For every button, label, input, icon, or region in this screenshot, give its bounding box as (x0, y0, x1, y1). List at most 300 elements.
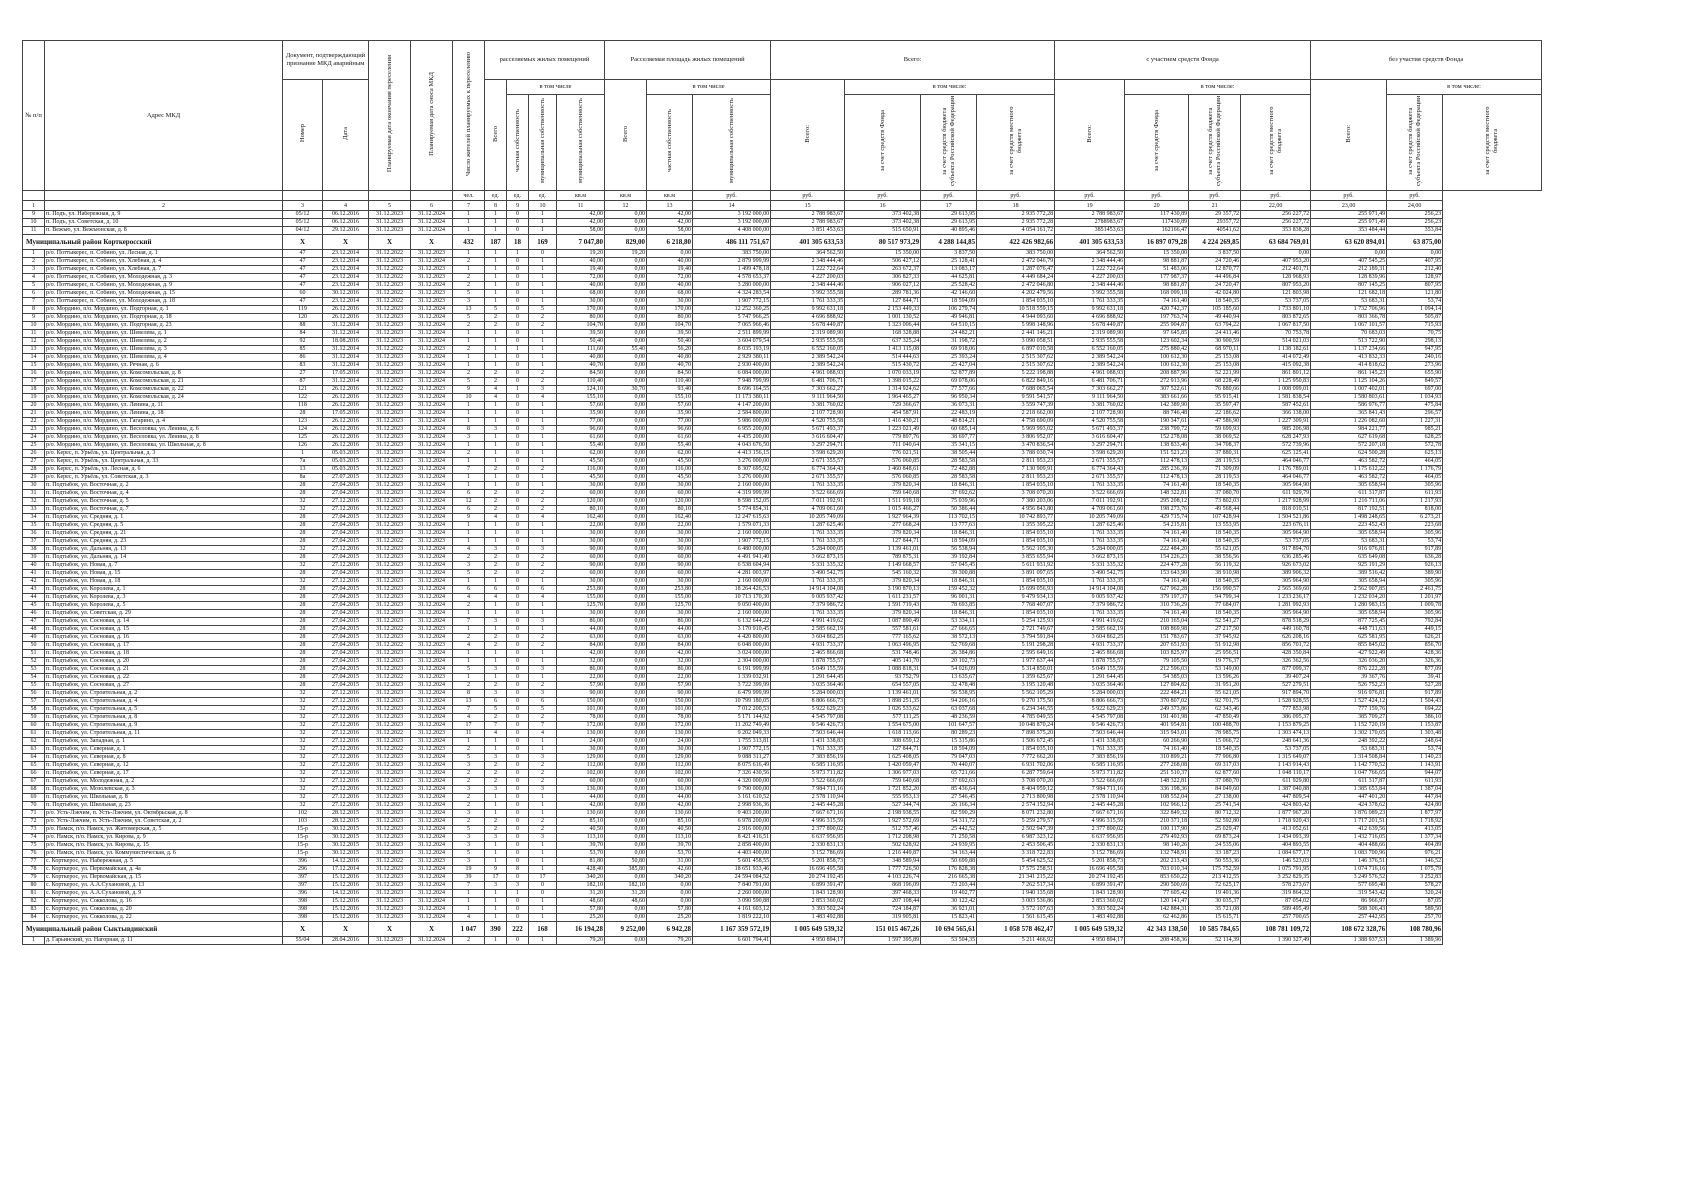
table-cell: 1 008 099,01 (1241, 386, 1311, 394)
table-cell: 3 280 000,00 (693, 282, 771, 290)
table-cell: 9 111 964,50 (1055, 394, 1125, 402)
table-cell: 36 921,01 (921, 906, 977, 914)
table-cell: 31.12.2023 (411, 386, 453, 394)
table-cell: 385 709,27 (1311, 714, 1387, 722)
table-cell: 3 192 000,00 (693, 219, 771, 227)
table-cell: 54 215,81 (1125, 522, 1189, 530)
table-row (23, 458, 1542, 466)
table-cell: 37 080,70 (1189, 490, 1241, 498)
table-cell: 8 307 695,92 (693, 466, 771, 474)
table-cell: 413,05 (1387, 826, 1443, 834)
address-cell: п. Подтыбок, ул. Сосновая, д. 17 (45, 642, 283, 650)
table-cell: 4 (485, 394, 507, 402)
table-cell: 80,10 (647, 506, 693, 514)
address-cell: п. Подтыбок, ул. Строительная, д. 9 (45, 722, 283, 730)
table-cell: 0 (507, 554, 529, 562)
table-cell: 2 671 355,57 (1055, 474, 1125, 482)
table-cell: 4 161 603,12 (693, 906, 771, 914)
table-cell: 126 (283, 442, 323, 450)
table-cell: 1 (453, 610, 485, 618)
table-cell: 2 (529, 554, 557, 562)
table-cell: 40,00 (557, 258, 605, 266)
table-cell: 4 (485, 386, 507, 394)
table-cell: 223,68 (1387, 522, 1443, 530)
table-cell: 27.04.2015 (323, 538, 369, 546)
table-cell: 12 252 360,25 (693, 306, 771, 314)
table-cell: 818 010,51 (1241, 506, 1311, 514)
table-cell: 326 362,56 (1241, 658, 1311, 666)
table-cell: 27 546,45 (921, 794, 977, 802)
table-cell: 527 344,74 (845, 802, 921, 810)
table-cell: 1 094,14 (1387, 306, 1443, 314)
table-cell: 30.12.2015 (323, 834, 369, 842)
table-cell: 2 (485, 682, 507, 690)
table-cell: 1 618 113,66 (845, 730, 921, 738)
table-cell: 59 699,93 (1189, 426, 1241, 434)
table-cell: 5 973 711,82 (771, 770, 845, 778)
table-cell: 1 (529, 410, 557, 418)
header-premises: расселяемых жилых помещений (485, 41, 605, 80)
table-cell: 15.12.2016 (323, 906, 369, 914)
address-cell: р/о. Намск, п/о. Намск, ул. Кирова, д. 9 (45, 834, 283, 842)
table-cell: 57,80 (557, 906, 605, 914)
address-cell: п. Подтыбок, ул. Школьная, д. 23 (45, 802, 283, 810)
table-cell: 1 339 032,91 (693, 674, 771, 682)
table-cell: 28 (283, 650, 323, 658)
table-cell: 4 (23, 274, 45, 282)
table-cell: 31.12.2023 (369, 450, 411, 458)
table-cell: 1 (485, 450, 507, 458)
table-cell: 84,00 (647, 642, 693, 650)
table-cell: 116,00 (647, 466, 693, 474)
table-cell: 31.12.2023 (369, 530, 411, 538)
table-cell: 6 048 000,00 (693, 642, 771, 650)
table-cell: 0 (507, 290, 529, 298)
table-cell: 31.12.2023 (369, 402, 411, 410)
table-cell: 1 (485, 794, 507, 802)
table-cell: 32 (283, 690, 323, 698)
table-cell: 257 700,65 (1241, 914, 1311, 922)
table-cell: 792,84 (1387, 618, 1443, 626)
table-cell: 5 (485, 306, 507, 314)
table-cell: 71 (23, 810, 45, 818)
table-cell: 0,00 (605, 618, 647, 626)
table-cell: 35 341,15 (921, 442, 977, 450)
table-cell: 396 (283, 890, 323, 898)
table-cell: 3 891 097,65 (977, 570, 1055, 578)
table-cell: 984 221,77 (1311, 426, 1387, 434)
district-total-cell: 1 005 649 539,32 (1055, 922, 1125, 937)
table-cell: 55 (23, 682, 45, 690)
table-cell: 18 846,31 (921, 578, 977, 586)
table-cell: 190 347,61 (1125, 418, 1189, 426)
table-cell: 1 (529, 298, 557, 306)
table-cell: 87,05 (1387, 898, 1443, 906)
table-cell: 208 458,36 (1125, 937, 1189, 945)
table-cell: 1 (529, 354, 557, 362)
table-cell: 22,00 (647, 674, 693, 682)
table-cell: 319 864,32 (1241, 890, 1311, 898)
table-cell: 103 (283, 818, 323, 826)
table-cell: 73 (23, 826, 45, 834)
table-cell: 32 (283, 802, 323, 810)
table-cell: 31.12.2024 (411, 610, 453, 618)
table-cell: 2 (485, 498, 507, 506)
table-cell: 1 718 920,43 (1241, 818, 1311, 826)
table-row (23, 346, 1542, 354)
table-cell: 2 377 800,02 (1055, 826, 1125, 834)
table-cell: 31.12.2024 (411, 258, 453, 266)
table-cell: 0 (507, 602, 529, 610)
table-cell: 1 314 924,62 (845, 386, 921, 394)
table-cell: 31.12.2023 (411, 266, 453, 274)
table-cell: 31.12.2024 (411, 850, 453, 858)
table-cell: 1 854 035,10 (977, 538, 1055, 546)
table-cell: 50 699,88 (921, 858, 977, 866)
table-cell: 28.12.2015 (323, 810, 369, 818)
table-cell: 1 047 766,65 (1311, 770, 1387, 778)
table-cell: 1 007 402,01 (1311, 386, 1387, 394)
district-total-cell: 42 343 138,50 (1125, 922, 1189, 937)
table-cell: 31.12.2024 (411, 906, 453, 914)
table-cell: 30,00 (647, 746, 693, 754)
table-cell: 102,00 (647, 770, 693, 778)
table-cell: 6 479 999,99 (693, 690, 771, 698)
table-cell: 127 844,71 (845, 746, 921, 754)
table-cell: 28 (283, 674, 323, 682)
table-cell: 4 054 161,72 (977, 227, 1055, 235)
table-cell: 42,00 (557, 211, 605, 219)
table-cell: 917,89 (1387, 690, 1443, 698)
table-cell: 6 552 160,05 (1055, 346, 1125, 354)
table-cell: 15-р (283, 834, 323, 842)
column-number: 2 (45, 201, 283, 211)
table-cell: 0 (507, 858, 529, 866)
table-cell: 2 565 369,60 (1241, 586, 1311, 594)
table-cell: 454 587,91 (845, 410, 921, 418)
table-cell: 30 035,37 (1189, 898, 1241, 906)
table-cell: 6 481 706,71 (771, 378, 845, 386)
table-cell: 464 046,77 (1241, 458, 1311, 466)
table-cell: 120,00 (557, 498, 605, 506)
table-cell: 28.12.2015 (323, 818, 369, 826)
table-cell: 6 585 116,95 (1055, 762, 1125, 770)
district-total-cell: 1 047 (453, 922, 485, 937)
table-cell: 47 (283, 282, 323, 290)
table-cell: 27.12.2016 (323, 794, 369, 802)
table-cell: 27.04.2015 (323, 634, 369, 642)
table-cell: 1 315 649,07 (1241, 754, 1311, 762)
district-total-cell: 151 015 467,26 (845, 922, 921, 937)
table-cell: 26.12.2016 (323, 426, 369, 434)
table-cell: 0 (507, 802, 529, 810)
table-cell: 305 964,90 (1241, 530, 1311, 538)
table-cell: 26.12.2016 (323, 314, 369, 322)
table-cell: 94 799,34 (1189, 594, 1241, 602)
table-cell: 31.12.2023 (369, 594, 411, 602)
unit-cell: кв.м (605, 191, 647, 201)
table-cell: 2 389 542,24 (771, 362, 845, 370)
table-cell: 101,00 (647, 706, 693, 714)
table-cell: 0,00 (605, 650, 647, 658)
table-cell: 0,00 (1241, 250, 1311, 258)
table-cell: 31,20 (605, 890, 647, 898)
table-cell: 70 753,78 (1241, 330, 1311, 338)
table-row (23, 810, 1542, 818)
table-cell: 0,00 (605, 914, 647, 922)
table-cell: 31.12.2024 (411, 754, 453, 762)
table-cell: 90,00 (647, 690, 693, 698)
table-cell: 295 208,12 (1125, 498, 1189, 506)
table-cell: 31.12.2023 (369, 482, 411, 490)
table-cell: 878 518,29 (1241, 618, 1311, 626)
table-cell: 7 503 646,44 (1055, 730, 1125, 738)
table-cell: 0 (507, 450, 529, 458)
table-row (23, 506, 1542, 514)
table-cell: 2 585 662,19 (771, 626, 845, 634)
table-cell: 2 858 400,00 (693, 842, 771, 850)
table-cell: 28 (283, 682, 323, 690)
table-cell: 18 264 426,53 (693, 586, 771, 594)
district-total-cell: 4 288 144,85 (921, 235, 977, 250)
table-cell: 1 227,31 (1387, 418, 1443, 426)
table-cell: 35 721,08 (1189, 906, 1241, 914)
table-cell: 2 595 649,16 (977, 650, 1055, 658)
district-total-cell: X (369, 235, 411, 250)
address-cell: с. Корткерос, ул. Набережная, д. 5 (45, 858, 283, 866)
table-cell: 7 948 799,99 (693, 378, 771, 386)
table-cell: 2 445 445,28 (771, 802, 845, 810)
table-cell: 53 737,05 (1241, 746, 1311, 754)
table-cell: 65 721,66 (921, 770, 977, 778)
table-cell: 37 080,70 (1189, 778, 1241, 786)
table-row (23, 562, 1542, 570)
table-cell: 976,21 (1387, 850, 1443, 858)
table-cell: 27.12.2016 (323, 706, 369, 714)
table-cell: 0,00 (605, 370, 647, 378)
table-cell: 759 640,68 (845, 490, 921, 498)
table-cell: 0 (507, 410, 529, 418)
address-cell: р/о. Мордино, п/о. Мордино, ул. Комсомольская, д. 22 (45, 386, 283, 394)
table-cell: 5 562 105,30 (977, 546, 1055, 554)
table-cell: 4 (453, 714, 485, 722)
table-cell: 31,00 (647, 858, 693, 866)
table-cell: 5 331 335,32 (771, 562, 845, 570)
table-cell: 2 107 728,90 (771, 410, 845, 418)
units-blank (369, 191, 411, 201)
table-row (23, 474, 1542, 482)
table-cell: 31.12.2023 (369, 666, 411, 674)
table-cell: 17 (23, 378, 45, 386)
table-cell: 38 (23, 546, 45, 554)
table-cell: 0 (507, 690, 529, 698)
table-cell: 0,00 (1387, 250, 1443, 258)
header-row-1 (23, 41, 1542, 80)
table-cell: 30,00 (557, 746, 605, 754)
table-cell: 23.12.2014 (323, 258, 369, 266)
table-cell: 10 205 749,09 (771, 514, 845, 522)
address-cell: п. Подтыбок, ул. Школьная, д. 8 (45, 794, 283, 802)
table-cell: 305,96 (1387, 578, 1443, 586)
table-row (23, 211, 1542, 219)
table-cell: 0,00 (605, 322, 647, 330)
table-cell: 6 822 849,16 (977, 378, 1055, 386)
table-cell: 31.12.2022 (369, 538, 411, 546)
table-row (23, 666, 1542, 674)
table-cell: 1 280 983,15 (1311, 602, 1387, 610)
table-cell: 3 559 747,39 (977, 402, 1055, 410)
table-cell: 72 625,17 (1189, 882, 1241, 890)
table-cell: 62 (23, 738, 45, 746)
address-cell: р/о. Мордино, п/о. Мордино, ул. Подгорная, д. 18 (45, 314, 283, 322)
table-cell: 26.12.2016 (323, 306, 369, 314)
table-cell: 27.12.2016 (323, 802, 369, 810)
table-cell: 1 226 082,60 (1311, 418, 1387, 426)
table-cell: 128,97 (1387, 274, 1443, 282)
table-cell: 257,70 (1387, 914, 1443, 922)
table-cell: 611 929,80 (1241, 778, 1311, 786)
table-cell: 39 407,24 (1241, 674, 1311, 682)
table-cell: 168 328,88 (845, 330, 921, 338)
table-cell: 1 (485, 650, 507, 658)
address-cell: п. Подтыбок, ул. Строительная, д. 4 (45, 698, 283, 706)
table-row (23, 258, 1542, 266)
table-cell: 17.05.2016 (323, 410, 369, 418)
table-cell: 626,21 (1387, 634, 1443, 642)
table-cell: 0,00 (605, 738, 647, 746)
table-cell: 1 (529, 850, 557, 858)
table-cell: 182,10 (605, 882, 647, 890)
table-cell: 31.12.2023 (369, 378, 411, 386)
table-cell: 2 (453, 602, 485, 610)
table-cell: 42,00 (647, 211, 693, 219)
table-cell: 7 303 662,27 (771, 386, 845, 394)
table-cell: 2 218 662,00 (977, 410, 1055, 418)
table-cell: 1 (453, 530, 485, 538)
table-cell: 49 568,44 (1189, 506, 1241, 514)
table-cell: 49 440,94 (1189, 314, 1241, 322)
table-cell: 463 582,72 (1311, 458, 1387, 466)
table-cell: 122 (283, 394, 323, 402)
table-cell: 30 (23, 482, 45, 490)
column-number: 24,00 (1387, 201, 1443, 211)
table-cell: 625 125,41 (1241, 450, 1311, 458)
table-cell: 30,00 (557, 538, 605, 546)
table-cell: 100 488,70 (1189, 722, 1241, 730)
table-cell: 15.12.2016 (323, 874, 369, 882)
table-cell: 32 (283, 738, 323, 746)
table-cell: 2 (453, 274, 485, 282)
table-cell: 1 876 089,23 (1311, 810, 1387, 818)
table-cell: 429 715,74 (1125, 514, 1189, 522)
table-cell: 31 951,20 (1189, 682, 1241, 690)
table-cell: 31.12.2023 (369, 426, 411, 434)
table-cell: 84,50 (647, 370, 693, 378)
table-cell: 68,00 (647, 290, 693, 298)
table-cell: 27.04.2015 (323, 626, 369, 634)
table-cell: 1 431 338,83 (771, 738, 845, 746)
table-cell: 1 (23, 250, 45, 258)
table-cell: 20 274 192,45 (771, 874, 845, 882)
table-cell: 102,00 (557, 770, 605, 778)
table-cell: 3 788 030,74 (977, 450, 1055, 458)
table-cell: 4 413 156,15 (693, 450, 771, 458)
table-cell: 2 713 800,98 (977, 794, 1055, 802)
register-table (22, 40, 1542, 945)
table-cell: 1 761 333,35 (1055, 578, 1125, 586)
table-cell: 4 227 200,03 (771, 274, 845, 282)
table-cell: 84 049,60 (1189, 786, 1241, 794)
table-cell: 69 317,03 (1189, 762, 1241, 770)
table-cell: 17 (485, 874, 507, 882)
table-cell: 1 281 992,93 (1241, 602, 1311, 610)
table-cell: 1 (529, 338, 557, 346)
table-cell: 1 733 801,10 (1241, 306, 1311, 314)
district-total-cell: X (411, 235, 453, 250)
table-cell: 4 (529, 730, 557, 738)
table-cell: 1 355 395,22 (977, 522, 1055, 530)
table-cell: 625,13 (1387, 450, 1443, 458)
table-cell: 1 527 424,12 (1311, 698, 1387, 706)
table-cell: 0,00 (605, 258, 647, 266)
table-cell: 30.12.2015 (323, 850, 369, 858)
table-cell: 19,40 (647, 266, 693, 274)
table-cell: 2 853 360,02 (771, 898, 845, 906)
table-cell: 42 024,80 (1189, 290, 1241, 298)
table-row (23, 730, 1542, 738)
table-cell: 1 (529, 219, 557, 227)
table-cell: 3 (529, 690, 557, 698)
table-cell: 142 389,90 (1125, 402, 1189, 410)
table-cell: 31.12.2023 (369, 490, 411, 498)
header-doc-date: Дата (323, 80, 369, 191)
table-cell: 1 (529, 914, 557, 922)
column-number: 22,00 (1241, 201, 1311, 211)
table-cell: 28 (283, 482, 323, 490)
table-cell: 37 945,92 (1189, 634, 1241, 642)
table-cell: 2 935 555,58 (1055, 338, 1125, 346)
table-cell: 3851453,63 (1055, 227, 1125, 235)
table-cell: 31.12.2023 (369, 306, 411, 314)
table-cell: 807 145,25 (1311, 282, 1387, 290)
table-cell: 4 319 999,99 (693, 490, 771, 498)
table-cell: 17.05.2016 (323, 370, 369, 378)
table-cell: 60,00 (647, 490, 693, 498)
table-cell: 31.12.2024 (411, 330, 453, 338)
table-cell: 25 956,51 (1189, 650, 1241, 658)
address-cell: п. Подтыбок, ул. Сосновая, д. 15 (45, 626, 283, 634)
table-cell: 1 084 677,17 (1241, 850, 1311, 858)
table-cell: 27.04.2015 (323, 514, 369, 522)
address-cell: р/о. Мордино, п/о. Мордино, ул. Веселовка, ул. Ленина, д. 6 (45, 426, 283, 434)
table-cell: 35 597,47 (1189, 402, 1241, 410)
table-cell: 1 (485, 802, 507, 810)
table-cell: 13 (283, 466, 323, 474)
table-cell: 66 (23, 770, 45, 778)
table-cell: 4 (485, 730, 507, 738)
table-cell: 60 (23, 722, 45, 730)
table-cell: 2 998 936,36 (693, 802, 771, 810)
address-cell: п. Подтыбок, ул. Молодежная, д. 2 (45, 778, 283, 786)
district-total-cell: 10 694 565,61 (921, 922, 977, 937)
table-cell: 1 087 890,49 (845, 618, 921, 626)
unit-cell: руб. (1055, 191, 1125, 201)
table-cell: 1 (453, 410, 485, 418)
unit-cell: руб. (693, 191, 771, 201)
table-cell: 0 (507, 458, 529, 466)
table-cell: 222 484,21 (1125, 690, 1189, 698)
table-cell: 319 543,42 (1311, 890, 1387, 898)
